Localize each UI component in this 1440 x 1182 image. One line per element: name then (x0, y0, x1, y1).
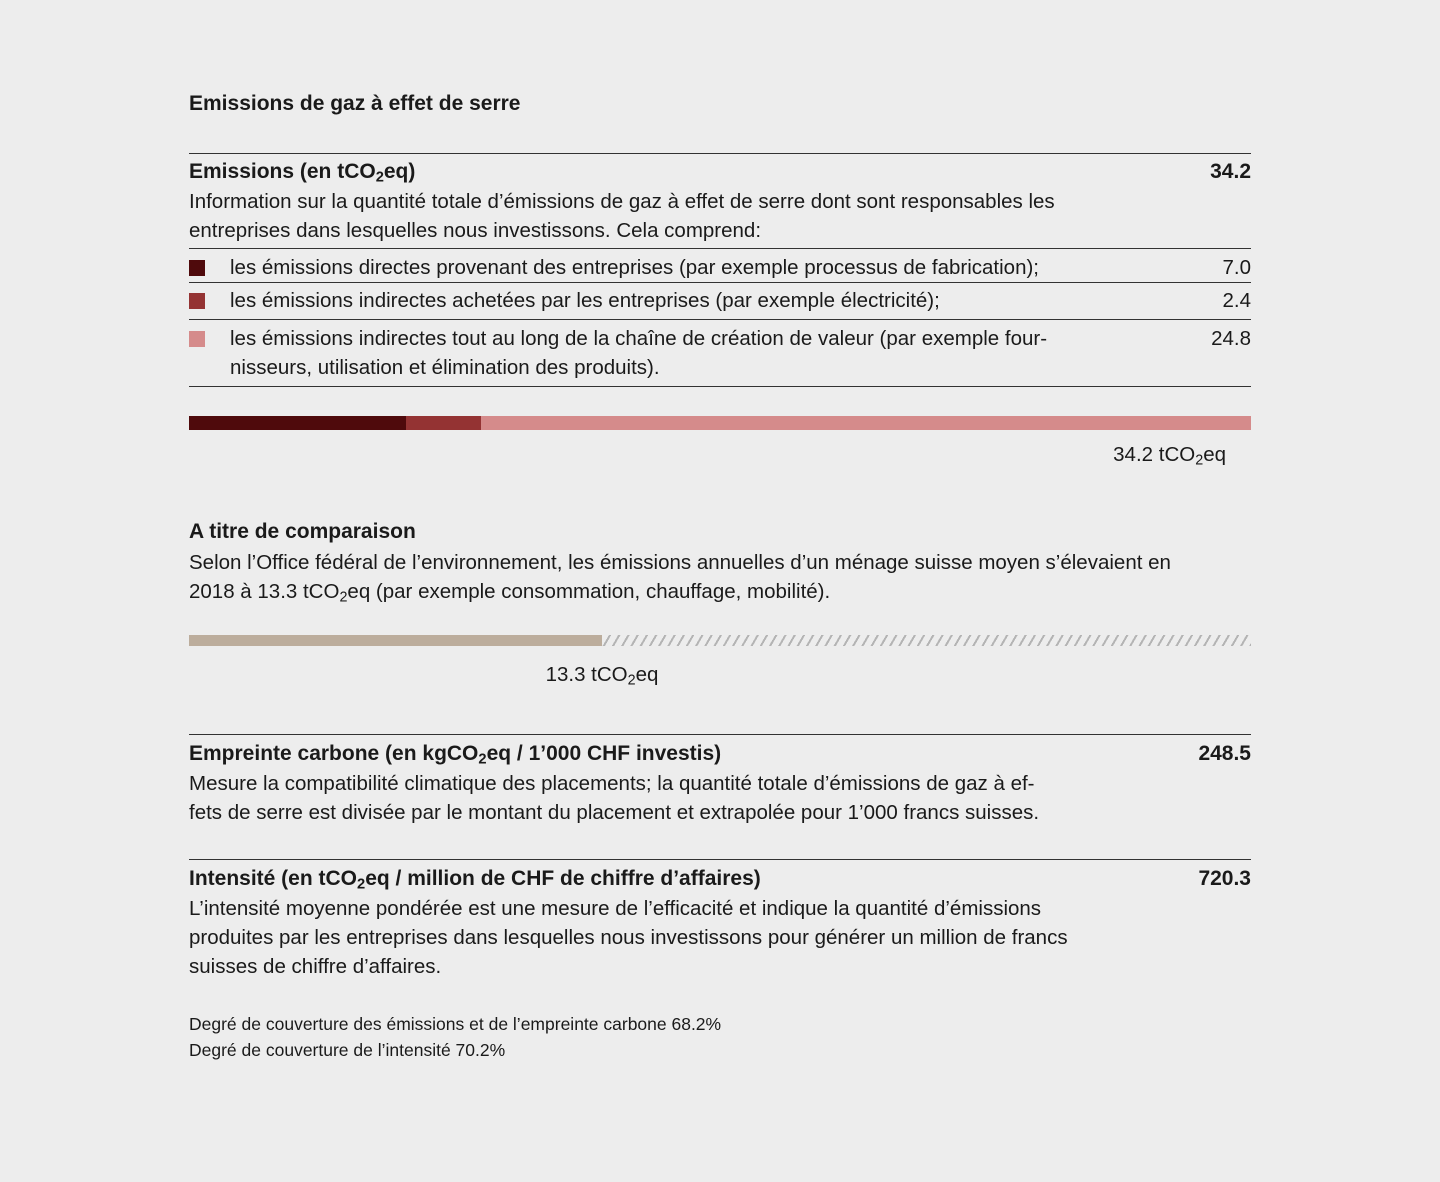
legend-value: 7.0 (1222, 256, 1251, 279)
legend-label: les émissions indirectes achetées par les entreprises (par exemple électricité); (230, 289, 940, 312)
bar-segment-value-chain (481, 416, 1251, 430)
bar-segment-purchased (406, 416, 481, 430)
legend-label: les émissions indirectes tout au long de la chaîne de création de valeur (par exemple four- nisseurs, utilisation et élimination des produits). (230, 327, 1048, 379)
intensity-description: L’intensité moyenne pondérée est une mesure de l’efficacité et indique la quantité d’émissions produites par les entreprises dans lesquelles nous investissons pour générer un million de francs suisses de chiffre d’affaires. (189, 897, 1068, 978)
emissions-header (189, 159, 1251, 185)
footprint-label: Empreinte carbone (en kgCO$_2$eq / 1’000 CHF investis) (189, 742, 722, 768)
footnote-coverage-intensity: Degré de couverture de l’intensité 70.2% (189, 1040, 506, 1060)
divider (189, 319, 1251, 320)
divider (189, 282, 1251, 283)
legend-value: 2.4 (1222, 289, 1251, 312)
divider (189, 153, 1251, 154)
legend-swatch-value-chain (189, 331, 205, 347)
legend-label: les émissions directes provenant des entreprises (par exemple processus de fabrication); (230, 256, 1039, 279)
bar-segment-direct (189, 416, 406, 430)
divider (189, 248, 1251, 249)
emissions-description: Information sur la quantité totale d’émissions de gaz à effet de serre dont sont responsables les entreprises dans lesquelles nous investissons. Cela comprend: (189, 190, 1055, 242)
divider (189, 859, 1251, 860)
footprint-value: 248.5 (1198, 742, 1251, 765)
emissions-value: 34.2 (1210, 160, 1251, 183)
intensity-label: Intensité (en tCO$_2$eq / million de CHF de chiffre d’affaires) (189, 867, 761, 893)
footprint-header (189, 741, 1251, 767)
comparison-bar (189, 635, 602, 646)
footprint-description: Mesure la compatibilité climatique des placements; la quantité totale d’émissions de gaz à ef- fets de serre est divisée par le montant du placement et extrapolée pour 1’000 francs suisses. (189, 772, 1040, 824)
legend-swatch-direct (189, 260, 205, 276)
footnote-coverage-emissions: Degré de couverture des émissions et de l’empreinte carbone 68.2% (189, 1014, 722, 1034)
bar-total-label: 34.2 tCO$_2$eq (1113, 443, 1226, 469)
comparison-description: Selon l’Office fédéral de l’environnement, les émissions annuelles d’un ménage suisse moyen s’élevaient en 2018 à 13.3 tCO$_2$eq (par exemple consommation, chauffage, mobilité). (189, 551, 1171, 606)
comparison-title: A titre de comparaison (189, 520, 416, 543)
emissions-label: Emissions (en tCO$_2$eq) (189, 160, 416, 186)
legend-value: 24.8 (1211, 327, 1251, 350)
divider (189, 734, 1251, 735)
intensity-header (189, 866, 1251, 892)
comparison-bar-label: 13.3 tCO$_2$eq (545, 663, 659, 689)
divider (189, 386, 1251, 387)
comparison-remainder-hatch (602, 635, 1251, 646)
intensity-value: 720.3 (1198, 867, 1251, 890)
legend-swatch-purchased (189, 293, 205, 309)
page-title: Emissions de gaz à effet de serre (189, 92, 521, 115)
